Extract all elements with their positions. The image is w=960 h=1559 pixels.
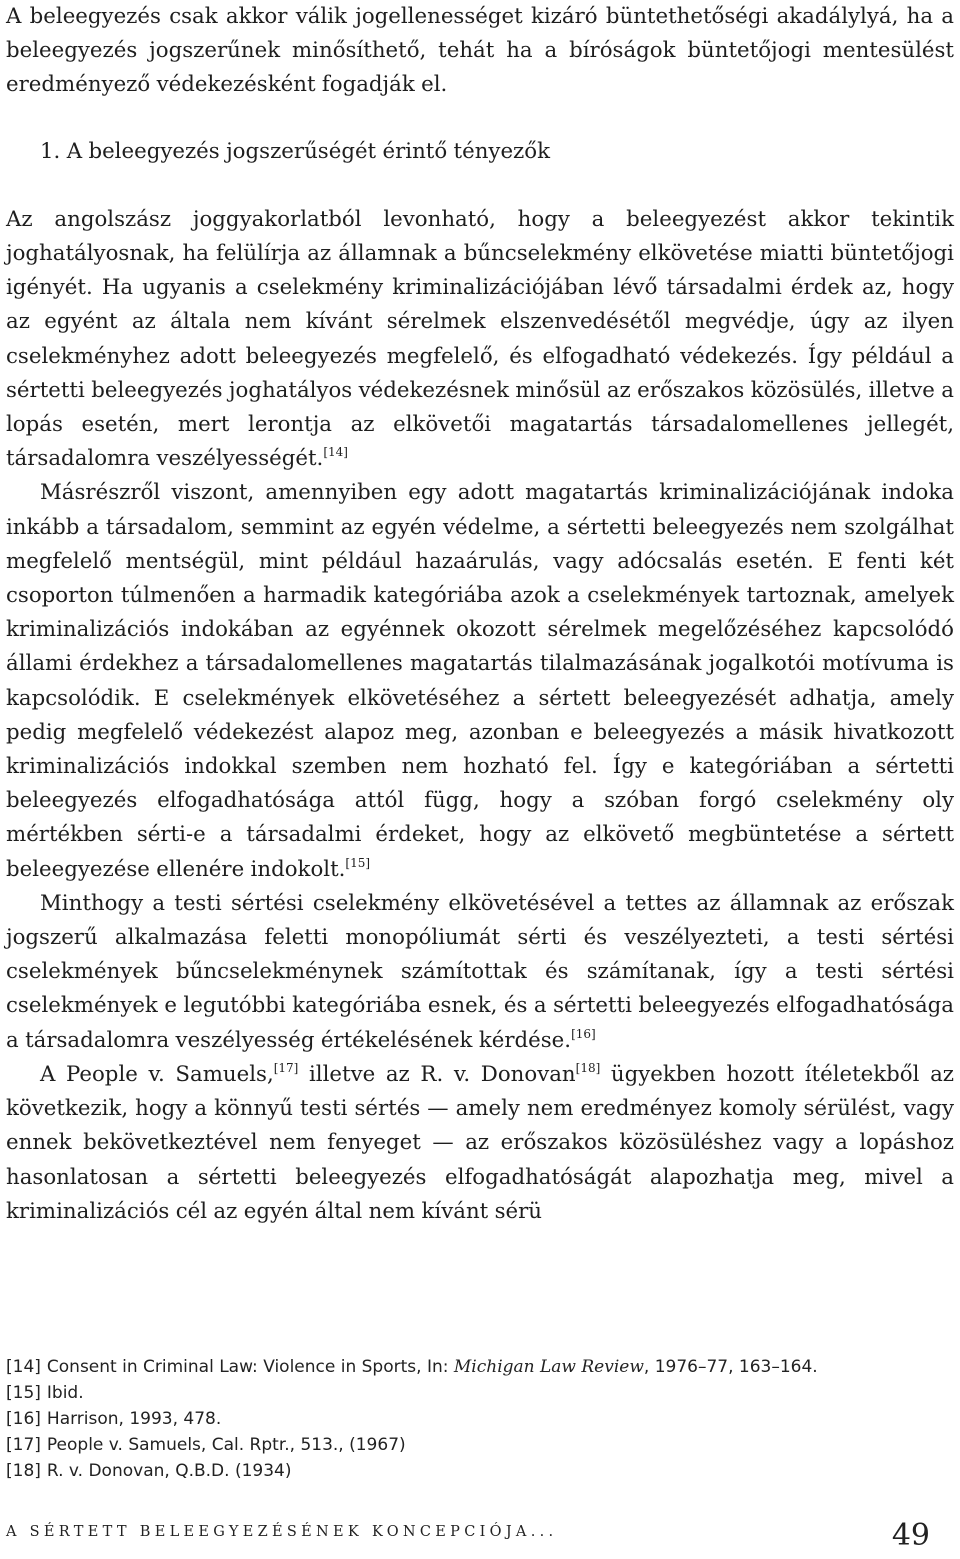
footnote-ref[interactable]: [15] <box>345 855 371 870</box>
footnote-text: People v. Samuels, Cal. Rptr., 513., (1967) <box>46 1435 406 1455</box>
footnote-text: Consent in Criminal Law: Violence in Sports, In: <box>46 1357 454 1377</box>
footnote-journal: Michigan Law Review <box>453 1357 644 1377</box>
paragraph <box>6 203 954 477</box>
footnote-text: Harrison, 1993, 478. <box>46 1409 222 1429</box>
footnote-ref[interactable]: [14] <box>323 445 348 460</box>
footnote-ref[interactable]: [16] <box>571 1026 596 1041</box>
paragraph-text: A People v. Samuels, <box>40 1061 274 1087</box>
paragraph: A beleegyezés csak akkor válik jogellenességet kizáró büntethetőségi akadálylyá, ha a beleegyezés jogszerűnek minősíthető, tehát ha a bíróságok büntetőjogi mentesülést eredményező védekezésként fogadják el. <box>6 4 954 98</box>
footnote-ref[interactable]: [17] <box>273 1060 299 1075</box>
footnote-text: Ibid. <box>46 1383 84 1403</box>
paragraph <box>6 476 954 886</box>
paragraph-text: ügyekben hozott ítéletekből az következik, hogy a könnyű testi sértés — amely nem eredményez komoly sérülést, vagy ennek bekövetkeztével nem fenyeget — az erőszakos közösüléshez vagy a lopáshoz hasonlatosan a sértetti beleegyezés elfogadhatóságát alapozhatja meg, mivel a kriminalizációs cél az egyén által nem kívánt sérü <box>6 1061 954 1224</box>
paragraph <box>6 887 954 1058</box>
paragraph-text: Az angolszász joggyakorlatból levonható, hogy a beleegyezést akkor tekintik joghatályosnak, ha felülírja az államnak a bűncselekmény elkövetése miatti büntetőjogi igényét. Ha ugyanis a cselekmény kriminalizációjában lévő társadalmi érdek az, hogy az egyént az általa nem kívánt sérelmek elszenvedésétől megvédje, úgy az ilyen cselekményhez adott beleegyezés megfelelő, és elfogadható védekezés. Így például a sértetti beleegyezés joghatályos védekezésnek minősül az erőszakos közösülés, illetve a lopás esetén, mert lerontja az elkövetői magatartás társadalomellenes jellegét, társadalomra veszélyességét. <box>6 206 954 472</box>
footnote-text: , 1976–77, 163–164. <box>643 1357 818 1377</box>
footnote-text: R. v. Donovan, Q.B.D. (1934) <box>46 1461 292 1481</box>
footnote <box>6 1406 954 1432</box>
paragraph-text: illetve az R. v. Donovan <box>298 1061 576 1087</box>
section-heading: 1. A beleegyezés jogszerűségét érintő tényezők <box>40 138 551 164</box>
footnote <box>6 1380 954 1406</box>
footnote-number: [18] <box>6 1461 41 1481</box>
body-text <box>6 0 954 1229</box>
footnote <box>6 1432 954 1458</box>
footnote-number: [15] <box>6 1383 41 1403</box>
paragraph-text: Minthogy a testi sértési cselekmény elkövetésével a tettes az államnak az erőszak jogszerű alkalmazása feletti monopóliumát sérti és veszélyezteti, a testi sértési cselekmények bűncselekménynek számítottak és számítanak, így a testi sértési cselekmények e legutóbbi kategóriába esnek, és a sértetti beleegyezés elfogadhatósága a társadalomra veszélyesség értékelésének kérdése. <box>6 890 954 1053</box>
footnote-number: [16] <box>6 1409 41 1429</box>
paragraph <box>6 1058 954 1229</box>
paragraph-text: Másrészről viszont, amennyiben egy adott magatartás kriminalizációjának indoka inkább a társadalom, semmint az egyén védelme, a sértetti beleegyezés nem szolgálhat megfelelő mentségül, mint például hazaárulás, vagy adócsalás esetén. E fenti két csoporton túlmenően a harmadik kategóriába azok a cselekmények tartoznak, amelyek kriminalizációs indokában az egyénnek okozott sérelmek megelőzéséhez kapcsolódó állami érdekhez a társadalomellenes magatartás tilalmazásának jogalkotói motívuma is kapcsolódik. E cselekmények elkövetéséhez a sértett beleegyezését adhatja, amely pedig megfelelő védekezést alapoz meg, azonban e beleegyezés a másik hivatkozott kriminalizációs indokkal szemben nem hozható fel. Így e kategóriában a sértetti beleegyezés elfogadhatósága attól függ, hogy a szóban forgó cselekmény oly mértékben sérti-e a társadalmi érdeket, hogy az elkövető megbüntetése a sértett beleegyezése ellenére indokolt. <box>6 480 954 882</box>
footnotes <box>6 1354 954 1484</box>
footnote-number: [17] <box>6 1435 41 1455</box>
footnote-ref[interactable]: [18] <box>575 1060 601 1075</box>
footnote-number: [14] <box>6 1357 41 1377</box>
footnote <box>6 1458 954 1484</box>
page-number: 49 <box>891 1518 930 1553</box>
running-footer-title: A SÉRTETT BELEEGYEZÉSÉNEK KONCEPCIÓJA... <box>6 1524 558 1540</box>
footnote <box>6 1354 954 1380</box>
